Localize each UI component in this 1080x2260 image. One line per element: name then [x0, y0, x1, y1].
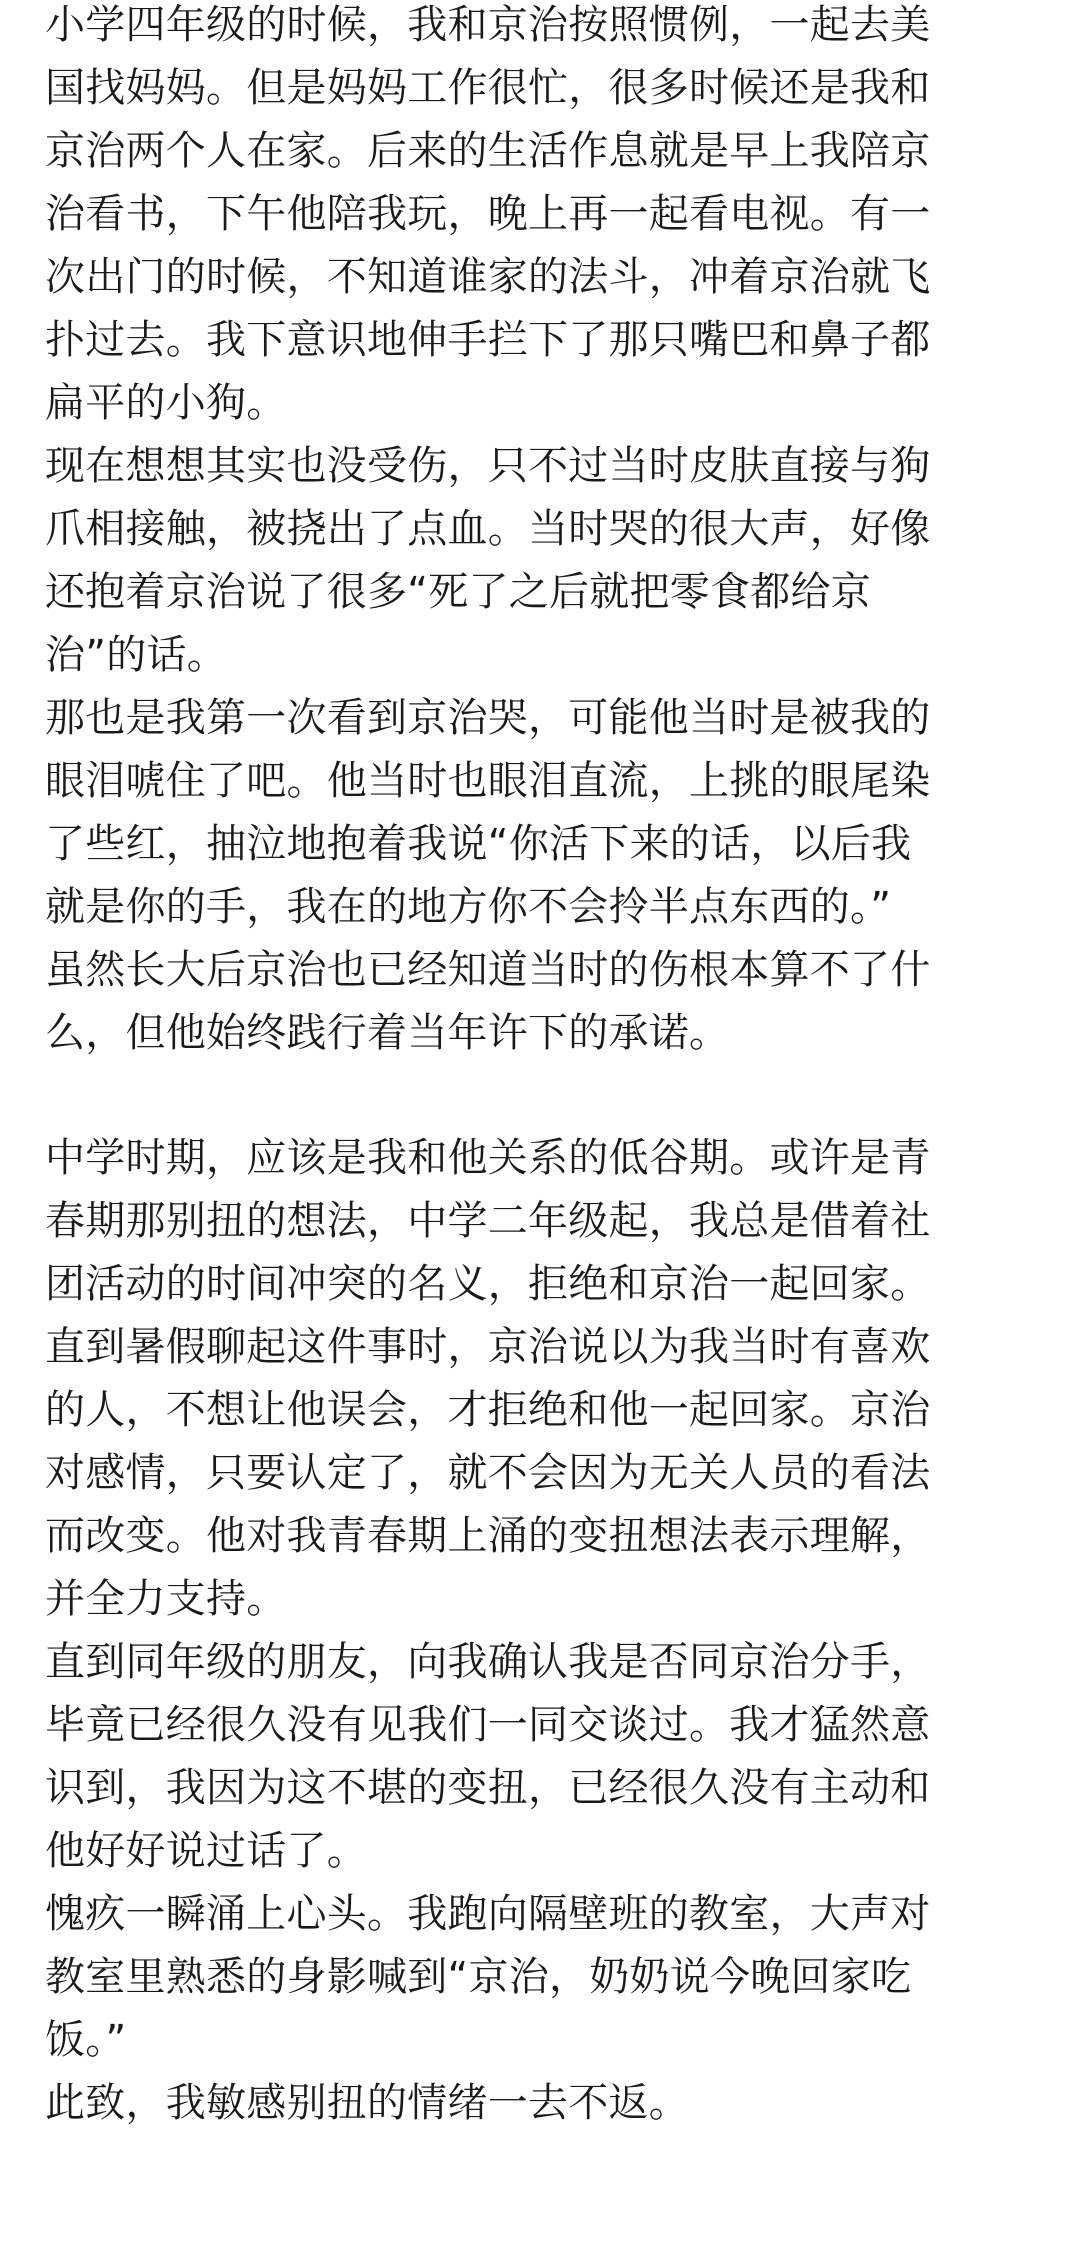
text-line: 虽然长大后京治也已经知道当时的伤根本算不了什 — [45, 947, 931, 993]
text-line: 教室里熟悉的身影喊到“京治，奶奶说今晚回家吃 — [45, 1954, 912, 2000]
text-line: 京治两个人在家。后来的生活作息就是早上我陪京 — [45, 128, 931, 174]
paragraph — [45, 1631, 1050, 1883]
text-line: 春期那别扭的想法，中学二年级起，我总是借着社 — [45, 1198, 931, 1244]
text-line: 小学四年级的时候，我和京治按照惯例，一起去美 — [45, 2, 931, 48]
text-line: 直到暑假聊起这件事时，京治说以为我当时有喜欢 — [45, 1324, 931, 1370]
text-line: 爪相接触，被挠出了点血。当时哭的很大声，好像 — [45, 506, 931, 552]
text-line: 扑过去。我下意识地伸手拦下了那只嘴巴和鼻子都 — [45, 317, 931, 363]
text-line: 了些红，抽泣地抱着我说“你活下来的话，以后我 — [45, 821, 912, 867]
paragraph-gap — [45, 1065, 1050, 1127]
paragraph — [45, 687, 1050, 1065]
paragraph — [45, 0, 1050, 435]
text-line: 扁平的小狗。 — [45, 380, 287, 426]
text-line: 饭。” — [45, 2017, 127, 2063]
text-line: 还抱着京治说了很多“死了之后就把零食都给京 — [45, 569, 871, 615]
text-line: 么，但他始终践行着当年许下的承诺。 — [45, 1010, 730, 1056]
text-line: 对感情，只要认定了，就不会因为无关人员的看法 — [45, 1450, 931, 1496]
paragraph — [45, 1883, 1050, 2072]
paragraph — [45, 435, 1050, 687]
text-line: 此致，我敏感别扭的情绪一去不返。 — [45, 2080, 689, 2126]
text-line: 而改变。他对我青春期上涌的变扭想法表示理解， — [45, 1513, 931, 1559]
text-line: 次出门的时候，不知道谁家的法斗，冲着京治就飞 — [45, 254, 931, 300]
text-line: 中学时期，应该是我和他关系的低谷期。或许是青 — [45, 1135, 931, 1181]
text-line: 愧疚一瞬涌上心头。我跑向隔壁班的教室，大声对 — [45, 1891, 931, 1937]
paragraph — [45, 2072, 1050, 2135]
text-line: 识到，我因为这不堪的变扭，已经很久没有主动和 — [45, 1765, 931, 1811]
text-line: 治”的话。 — [45, 632, 227, 678]
text-line: 现在想想其实也没受伤，只不过当时皮肤直接与狗 — [45, 443, 931, 489]
text-line: 国找妈妈。但是妈妈工作很忙，很多时候还是我和 — [45, 65, 931, 111]
text-line: 团活动的时间冲突的名义，拒绝和京治一起回家。 — [45, 1261, 931, 1307]
text-line: 直到同年级的朋友，向我确认我是否同京治分手， — [45, 1639, 931, 1685]
text-line: 毕竟已经很久没有见我们一同交谈过。我才猛然意 — [45, 1702, 931, 1748]
text-line: 就是你的手，我在的地方你不会拎半点东西的。” — [45, 884, 892, 930]
story-text — [45, 0, 1050, 2135]
paragraph — [45, 1127, 1050, 1631]
text-line: 的人，不想让他误会，才拒绝和他一起回家。京治 — [45, 1387, 931, 1433]
text-line: 那也是我第一次看到京治哭，可能他当时是被我的 — [45, 695, 931, 741]
text-line: 并全力支持。 — [45, 1576, 287, 1622]
text-line: 眼泪唬住了吧。他当时也眼泪直流，上挑的眼尾染 — [45, 758, 931, 804]
text-line: 他好好说过话了。 — [45, 1828, 367, 1874]
text-line: 治看书，下午他陪我玩，晚上再一起看电视。有一 — [45, 191, 931, 237]
